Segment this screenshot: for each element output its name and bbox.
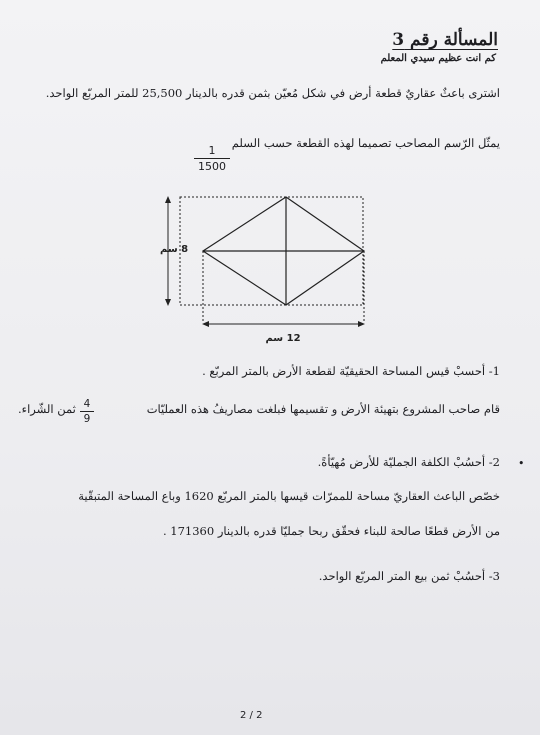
info-line-2-text: قام صاحب المشروع بتهيئة الأرض و تقسيمها فبلغت مصاريفُ هذه العمليّات [146, 402, 500, 416]
arrow-right-icon [358, 321, 365, 327]
arrow-left-icon [202, 321, 209, 327]
info-line-3a: خصّص الباعث العقاريّ مساحة للممرّات قيسها بالمتر المربّع 1620 وباع المساحة المتبقّية [78, 489, 500, 503]
height-label: 8 سم [160, 244, 189, 255]
problem-title: المسألة رقم 3 [392, 30, 498, 50]
arrow-up-icon [165, 196, 171, 203]
scale-numerator: 1 [208, 144, 216, 157]
question-3: 3- أحسُبْ ثمن بيع المتر المربّع الواحد. [318, 569, 500, 583]
cost-fraction-denominator: 9 [83, 413, 91, 425]
cost-fraction-bar [80, 411, 94, 412]
page-number: 2 / 2 [240, 710, 263, 721]
problem-subtitle: كم انت عظيم سيدي المعلم [380, 53, 496, 64]
question-2: 2- أحسُبْ الكلفة الجمليّة للأرض مُهيّأةً. [317, 455, 500, 469]
width-label: 12 سم [265, 333, 301, 344]
bullet-dot: • [518, 457, 525, 470]
statement-line-2: يمثّل الرّسم المصاحب تصميما لهذه القطعة حسب السلم [231, 136, 500, 150]
cost-fraction [80, 398, 94, 425]
arrow-down-icon [165, 299, 171, 306]
info-line-2 [147, 402, 500, 416]
info-line-2-end: ثمن الشّراء. [18, 402, 76, 416]
question-1: 1- أحسبْ قيس المساحة الحقيقيّة لقطعة الأرض بالمتر المربّع . [202, 364, 500, 378]
info-line-3b: من الأرض قطعًا صالحة للبناء فحقّق ربحا جمليّا قدره بالدينار 171360 . [162, 524, 500, 538]
statement-line-1: اشترى باعثٌ عقاريٌ قطعة أرض في شكل مُعيّن بثمن قدره بالدينار 25,500 للمتر المربّع الواحد. [45, 86, 500, 100]
cost-fraction-numerator: 4 [83, 398, 91, 410]
scale-denominator: 1500 [198, 160, 226, 173]
